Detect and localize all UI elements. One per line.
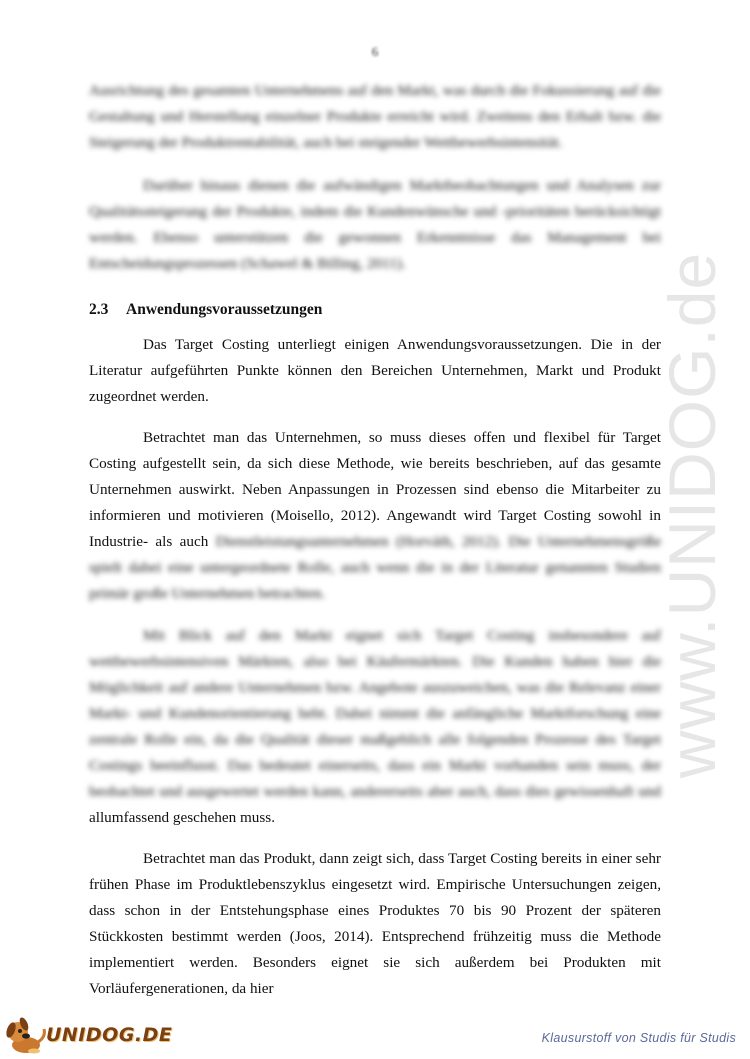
- logo-text: UNIDOG.DE: [46, 1024, 173, 1046]
- paragraph-1: Das Target Costing unterliegt einigen Anwendungsvoraussetzungen. Die in der Literatur aufgeführten Punkte können den Bereichen Unternehmen, Markt und Produkt zugeordnet werden.: [89, 336, 661, 405]
- page-number: 6: [371, 44, 379, 59]
- paragraph-3: [89, 623, 661, 831]
- blurred-paragraph-top-1: Ausrichtung des gesamten Unternehmens auf den Markt, was durch die Fokussierung auf die Gestaltung und Herstellung einzelner Produkte erreicht wird. Zweitens den Erhalt bzw. die Steigerung der Produktrentabilität, auch bei steigender Wettbewerbsintensität.: [89, 82, 661, 151]
- paragraph-2-visible: Betrachtet man das Unternehmen, so muss dieses offen und flexibel für Target Costing aufgestellt sein, da sich diese Methode, wie bereits beschrieben, auf das gesamte Unternehmen auswirkt. Neben Anpassungen in Prozessen sind ebenso die Mitarbeiter zu informieren und motivieren (Moisello, 2012). Angewandt wird Target Costing sowohl in Industrie- als auch: [89, 429, 661, 550]
- paragraph-4: Betrachtet man das Produkt, dann zeigt sich, dass Target Costing bereits in einer sehr frühen Phase im Produktlebenszyklus eingesetzt wird. Empirische Untersuchungen zeigen, dass schon in der Entstehungsphase eines Produktes 70 bis 90 Prozent der späteren Stückkosten bestimmt werden (Joos, 2014). Entsprechend frühzeitig muss die Methode implementiert werden. Besonders eignet sie sich außerdem bei Produkten mit Vorläufergenerationen, da hier: [89, 850, 661, 997]
- section-heading: [89, 298, 661, 322]
- paragraph-2: [89, 425, 661, 607]
- section-number: 2.3: [89, 301, 109, 318]
- paragraph-3-visible: allumfassend geschehen muss.: [89, 809, 276, 826]
- section-title: Anwendungsvoraussetzungen: [126, 301, 323, 318]
- footer-tagline: Klausurstoff von Studis für Studis: [541, 1031, 736, 1045]
- blurred-paragraph-top-2: Darüber hinaus dienen die aufwändigen Marktbeobachtungen und Analysen zur Qualitätssteigerung der Produkte, indem die Kundenwünsche und -prioritäten berücksichtigt werden. Ebenso unterstützen die gewonnen Erkenntnisse das Management bei Entscheidungsprozessen (Schawel & Billing, 2011).: [89, 177, 661, 272]
- paragraph-2-blurred: Dienstleistungsunternehmen (Horváth, 2012). Die Unternehmensgröße spielt dabei eine untergeordnete Rolle, auch wenn die in der Literatur genannten Studien primär große Unternehmen betrachten.: [89, 533, 661, 602]
- footer-logo[interactable]: [4, 1015, 172, 1055]
- dog-icon: [4, 1015, 50, 1055]
- watermark-text: www.UNIDOG.de: [655, 251, 730, 779]
- paragraph-3-blurred: Mit Blick auf den Markt eignet sich Target Costing insbesondere auf wettbewerbsintensiven Märkten, also bei Käufermärkten. Die Kunden haben hier die Möglichkeit auf andere Unternehmen bzw. Angebote auszuweichen, was die Relevanz einer Markt- und Kundenorientierung hebt. Dabei nimmt die anfängliche Marktforschung eine zentrale Rolle ein, da die Qualität dieser maßgeblich alle folgenden Prozesse des Target Costings beeinflusst. Das bedeutet einerseits, dass ein Markt vorhanden sein muss, der beobachtet und ausgewertet werden kann, andererseits aber auch, dass dies gewissenhaft und: [89, 627, 661, 800]
